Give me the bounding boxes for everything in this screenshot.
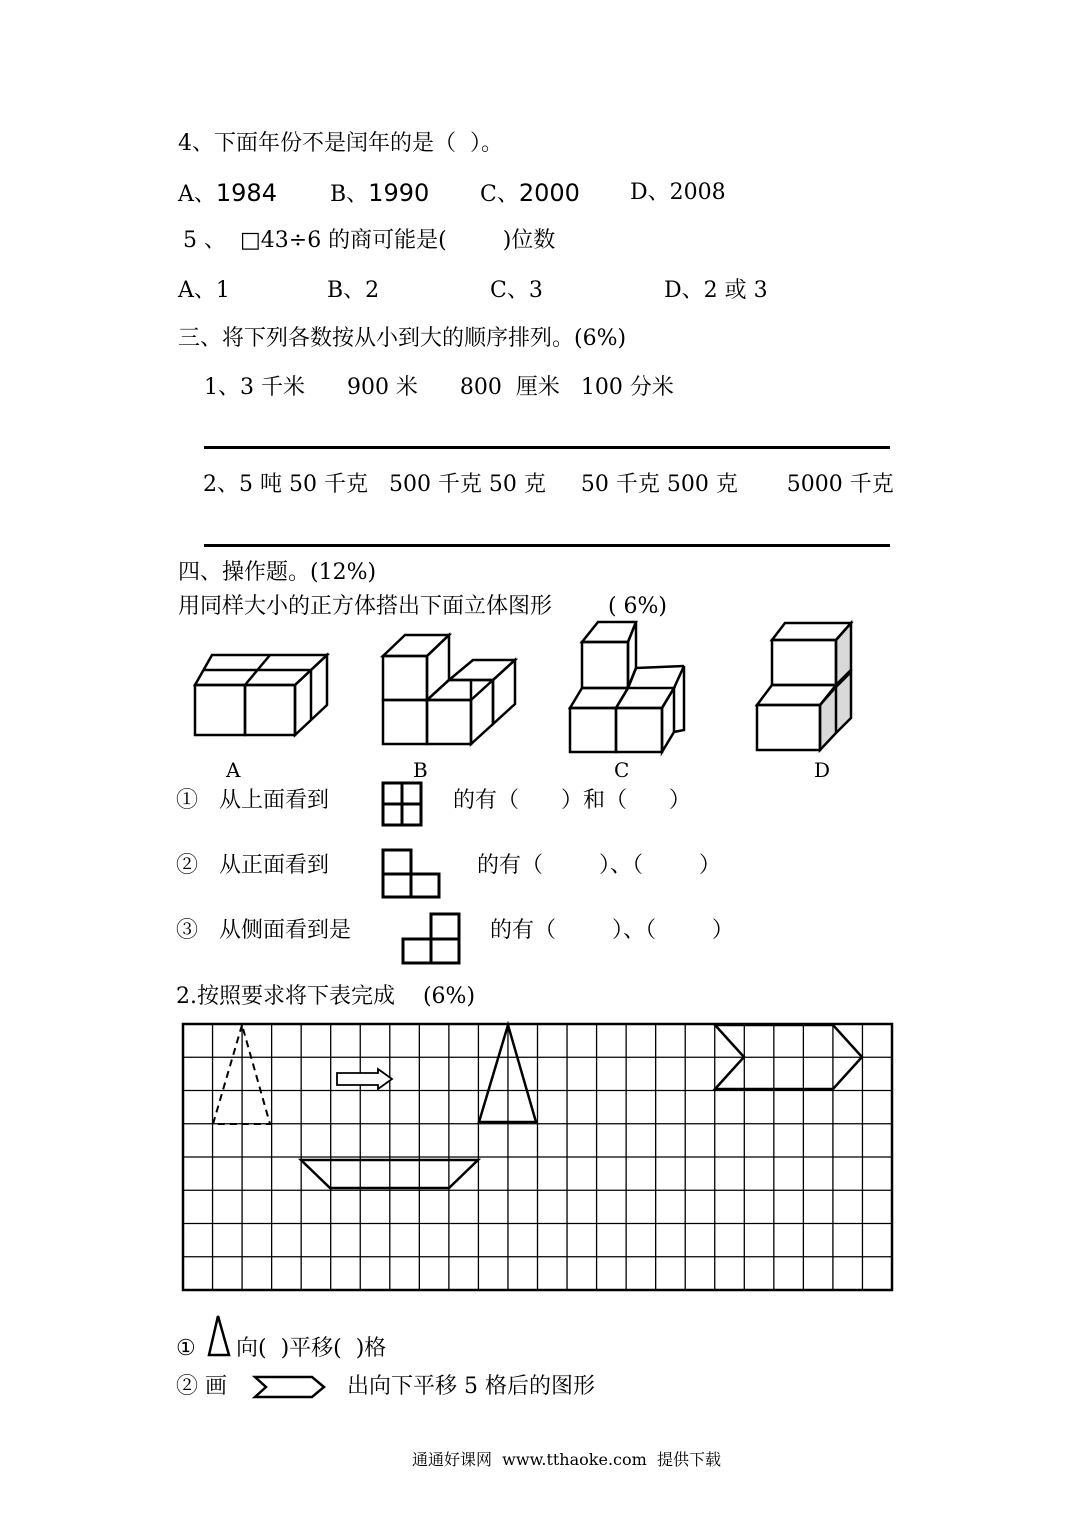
section3-title: 三、将下列各数按从小到大的顺序排列。(6%) xyxy=(178,326,627,351)
view-top-suffix: 的有（ ）和（ ） xyxy=(453,788,691,813)
view-side-prefix: ③ 从侧面看到是 xyxy=(176,918,351,943)
section3-item1: 1、3 千米 900 米 800 厘米 100 分米 xyxy=(204,375,674,400)
view-front-prefix: ② 从正面看到 xyxy=(176,853,329,878)
q4-option-b: B、1990 xyxy=(330,179,430,207)
q5-option-a: A、1 xyxy=(178,278,230,303)
q5-option-c: C、3 xyxy=(490,278,543,303)
task1-suffix: 向( )平移( )格 xyxy=(236,1336,387,1361)
figure-label-a: A xyxy=(226,758,241,782)
figure-label-b: B xyxy=(413,758,428,782)
small-chevron-icon xyxy=(252,1373,330,1401)
q4-option-c: C、2000 xyxy=(480,179,580,207)
side-view-diagram xyxy=(400,911,462,966)
task2-prefix: ② 画 xyxy=(176,1374,227,1399)
footer-text: 通通好课网 www.tthaoke.com 提供下载 xyxy=(412,1450,721,1469)
view-top-prefix: ① 从上面看到 xyxy=(176,788,329,813)
q5-option-b: B、2 xyxy=(327,278,380,303)
figure-label-c: C xyxy=(614,758,630,782)
answer-line-2 xyxy=(204,544,890,547)
q4-option-a: A、1984 xyxy=(178,179,277,207)
section4-subtitle: 用同样大小的正方体搭出下面立体图形 ( 6%) xyxy=(178,594,668,619)
cube-figure-d xyxy=(755,620,855,755)
view-side-suffix: 的有（ ）、（ ） xyxy=(490,918,734,943)
section4-title: 四、操作题。(12%) xyxy=(178,560,377,585)
small-triangle-icon xyxy=(205,1313,235,1359)
task2-suffix: 出向下平移 5 格后的图形 xyxy=(347,1374,595,1399)
figure-label-d: D xyxy=(814,758,831,782)
q4-text: 4、下面年份不是闰年的是（ ）。 xyxy=(178,131,503,156)
translation-grid xyxy=(182,1022,894,1294)
top-view-diagram xyxy=(380,780,425,828)
cube-figure-a xyxy=(190,650,335,742)
cube-figure-c xyxy=(568,620,688,755)
view-front-suffix: 的有（ ）、（ ） xyxy=(477,853,721,878)
front-view-diagram xyxy=(380,847,442,899)
q5-text: 5 、 □43÷6 的商可能是( )位数 xyxy=(183,228,556,253)
section3-item2: 2、5 吨 50 千克 500 千克 50 克 50 千克 500 克 5000 千克 xyxy=(203,472,894,497)
q4-option-d: D、2008 xyxy=(630,180,726,205)
part2-title: 2.按照要求将下表完成 (6%) xyxy=(176,984,476,1009)
cube-figure-b xyxy=(380,632,520,747)
task1-prefix: ① xyxy=(176,1336,196,1361)
arrow-shape xyxy=(337,1069,392,1089)
answer-line-1 xyxy=(204,446,890,449)
q5-option-d: D、2 或 3 xyxy=(664,278,768,303)
